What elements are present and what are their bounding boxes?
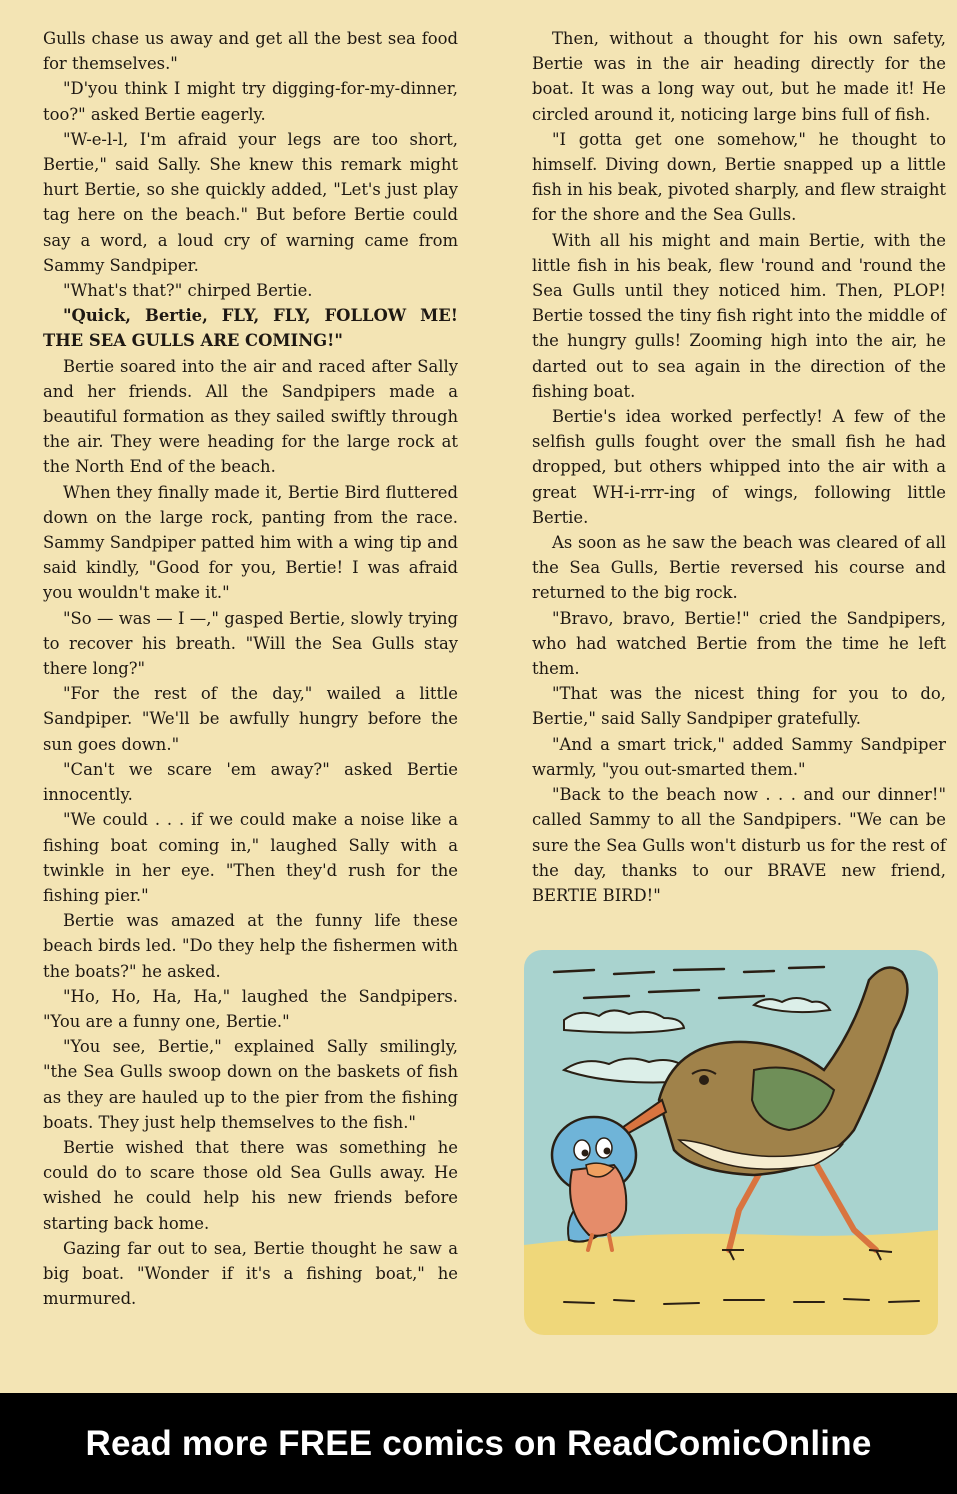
story-column-left [43, 26, 458, 1311]
paragraph: "I gotta get one somehow," he thought to himself. Diving down, Bertie snapped up a little fish in his beak, pivoted sharply, and flew straight for the shore and the Sea Gulls. [532, 129, 946, 225]
paragraph: Bertie soared into the air and raced after Sally and her friends. All the Sandpipers made a beautiful formation as they sailed swiftly through the air. They were heading for the large rock at the North End of the beach. [43, 356, 458, 477]
paragraph: Gulls chase us away and get all the best sea food for themselves." [43, 29, 458, 74]
paragraph: As soon as he saw the beach was cleared of all the Sea Gulls, Bertie reversed his course and returned to the big rock. [532, 533, 946, 603]
paragraph: Then, without a thought for his own safety, Bertie was in the air heading directly for the boat. It was a long way out, but he made it! He circled around it, noticing large bins full of fish. [532, 29, 946, 124]
paragraph: "Quick, Bertie, FLY, FLY, FOLLOW ME! THE SEA GULLS ARE COMING!" [43, 306, 458, 351]
paragraph: Bertie wished that there was something he could do to scare those old Sea Gulls away. He wished he could help his new friends before starting back home. [43, 1137, 458, 1233]
sandpiper-and-bertie-illustration [524, 950, 938, 1335]
paragraph: "W-e-l-l, I'm afraid your legs are too short, Bertie," said Sally. She knew this remark might hurt Bertie, so she quickly added, "Let's just play tag here on the beach." But before Bertie could say a word, a loud cry of warning came from Sammy Sandpiper. [43, 129, 458, 275]
paragraph: Gazing far out to sea, Bertie thought he saw a big boat. "Wonder if it's a fishing boat," he murmured. [43, 1238, 458, 1309]
paragraph: "D'you think I might try digging-for-my-dinner, too?" asked Bertie eagerly. [43, 79, 458, 124]
paragraph: Bertie was amazed at the funny life these beach birds led. "Do they help the fishermen with the boats?" he asked. [43, 911, 458, 981]
story-column-right [532, 26, 946, 908]
paragraph: "Ho, Ho, Ha, Ha," laughed the Sandpipers. "You are a funny one, Bertie." [43, 986, 458, 1031]
paragraph: "Back to the beach now . . . and our dinner!" called Sammy to all the Sandpipers. "We can be sure the Sea Gulls won't disturb us for the rest of the day, thanks to our BRAVE new friend, BERTIE BIRD!" [532, 785, 946, 905]
promo-banner[interactable] [0, 1393, 957, 1494]
paragraph: "You see, Bertie," explained Sally smilingly, "the Sea Gulls swoop down on the baskets of fish as they are hauled up to the pier from the fishing boats. They just help themselves to the fish." [43, 1037, 458, 1132]
paragraph: "What's that?" chirped Bertie. [63, 281, 313, 301]
paragraph: "Bravo, bravo, Bertie!" cried the Sandpipers, who had watched Bertie from the time he left them. [532, 608, 946, 679]
paragraph: Bertie's idea worked perfectly! A few of the selfish gulls fought over the small fish he had dropped, but others whipped into the air with a great WH-i-rrr-ing of wings, following little Bertie. [532, 407, 946, 527]
paragraph: "Can't we scare 'em away?" asked Bertie innocently. [43, 759, 458, 805]
paragraph: With all his might and main Bertie, with the little fish in his beak, flew 'round and 'round the Sea Gulls until they noticed him. Then, PLOP! Bertie tossed the tiny fish right into the middle of the hungry gulls! Zooming high into the air, he darted out to sea again in the direction of the fishing boat. [532, 230, 946, 401]
paragraph: "For the rest of the day," wailed a little Sandpiper. "We'll be awfully hungry before the sun goes down." [43, 684, 458, 754]
promo-banner-text[interactable]: Read more FREE comics on ReadComicOnline [85, 1423, 872, 1463]
paragraph: "We could . . . if we could make a noise like a fishing boat coming in," laughed Sally with a twinkle in her eye. "Then they'd rush for the fishing pier." [43, 810, 458, 905]
paragraph: "And a smart trick," added Sammy Sandpiper warmly, "you out-smarted them." [532, 734, 946, 779]
paragraph: When they finally made it, Bertie Bird fluttered down on the large rock, panting from the race. Sammy Sandpiper patted him with a wing tip and said kindly, "Good for you, Bertie! I was afraid you wouldn't make it." [43, 482, 458, 603]
paragraph: "So — was — I —," gasped Bertie, slowly trying to recover his breath. "Will the Sea Gulls stay there long?" [43, 608, 458, 679]
paragraph: "That was the nicest thing for you to do, Bertie," said Sally Sandpiper gratefully. [532, 684, 946, 729]
